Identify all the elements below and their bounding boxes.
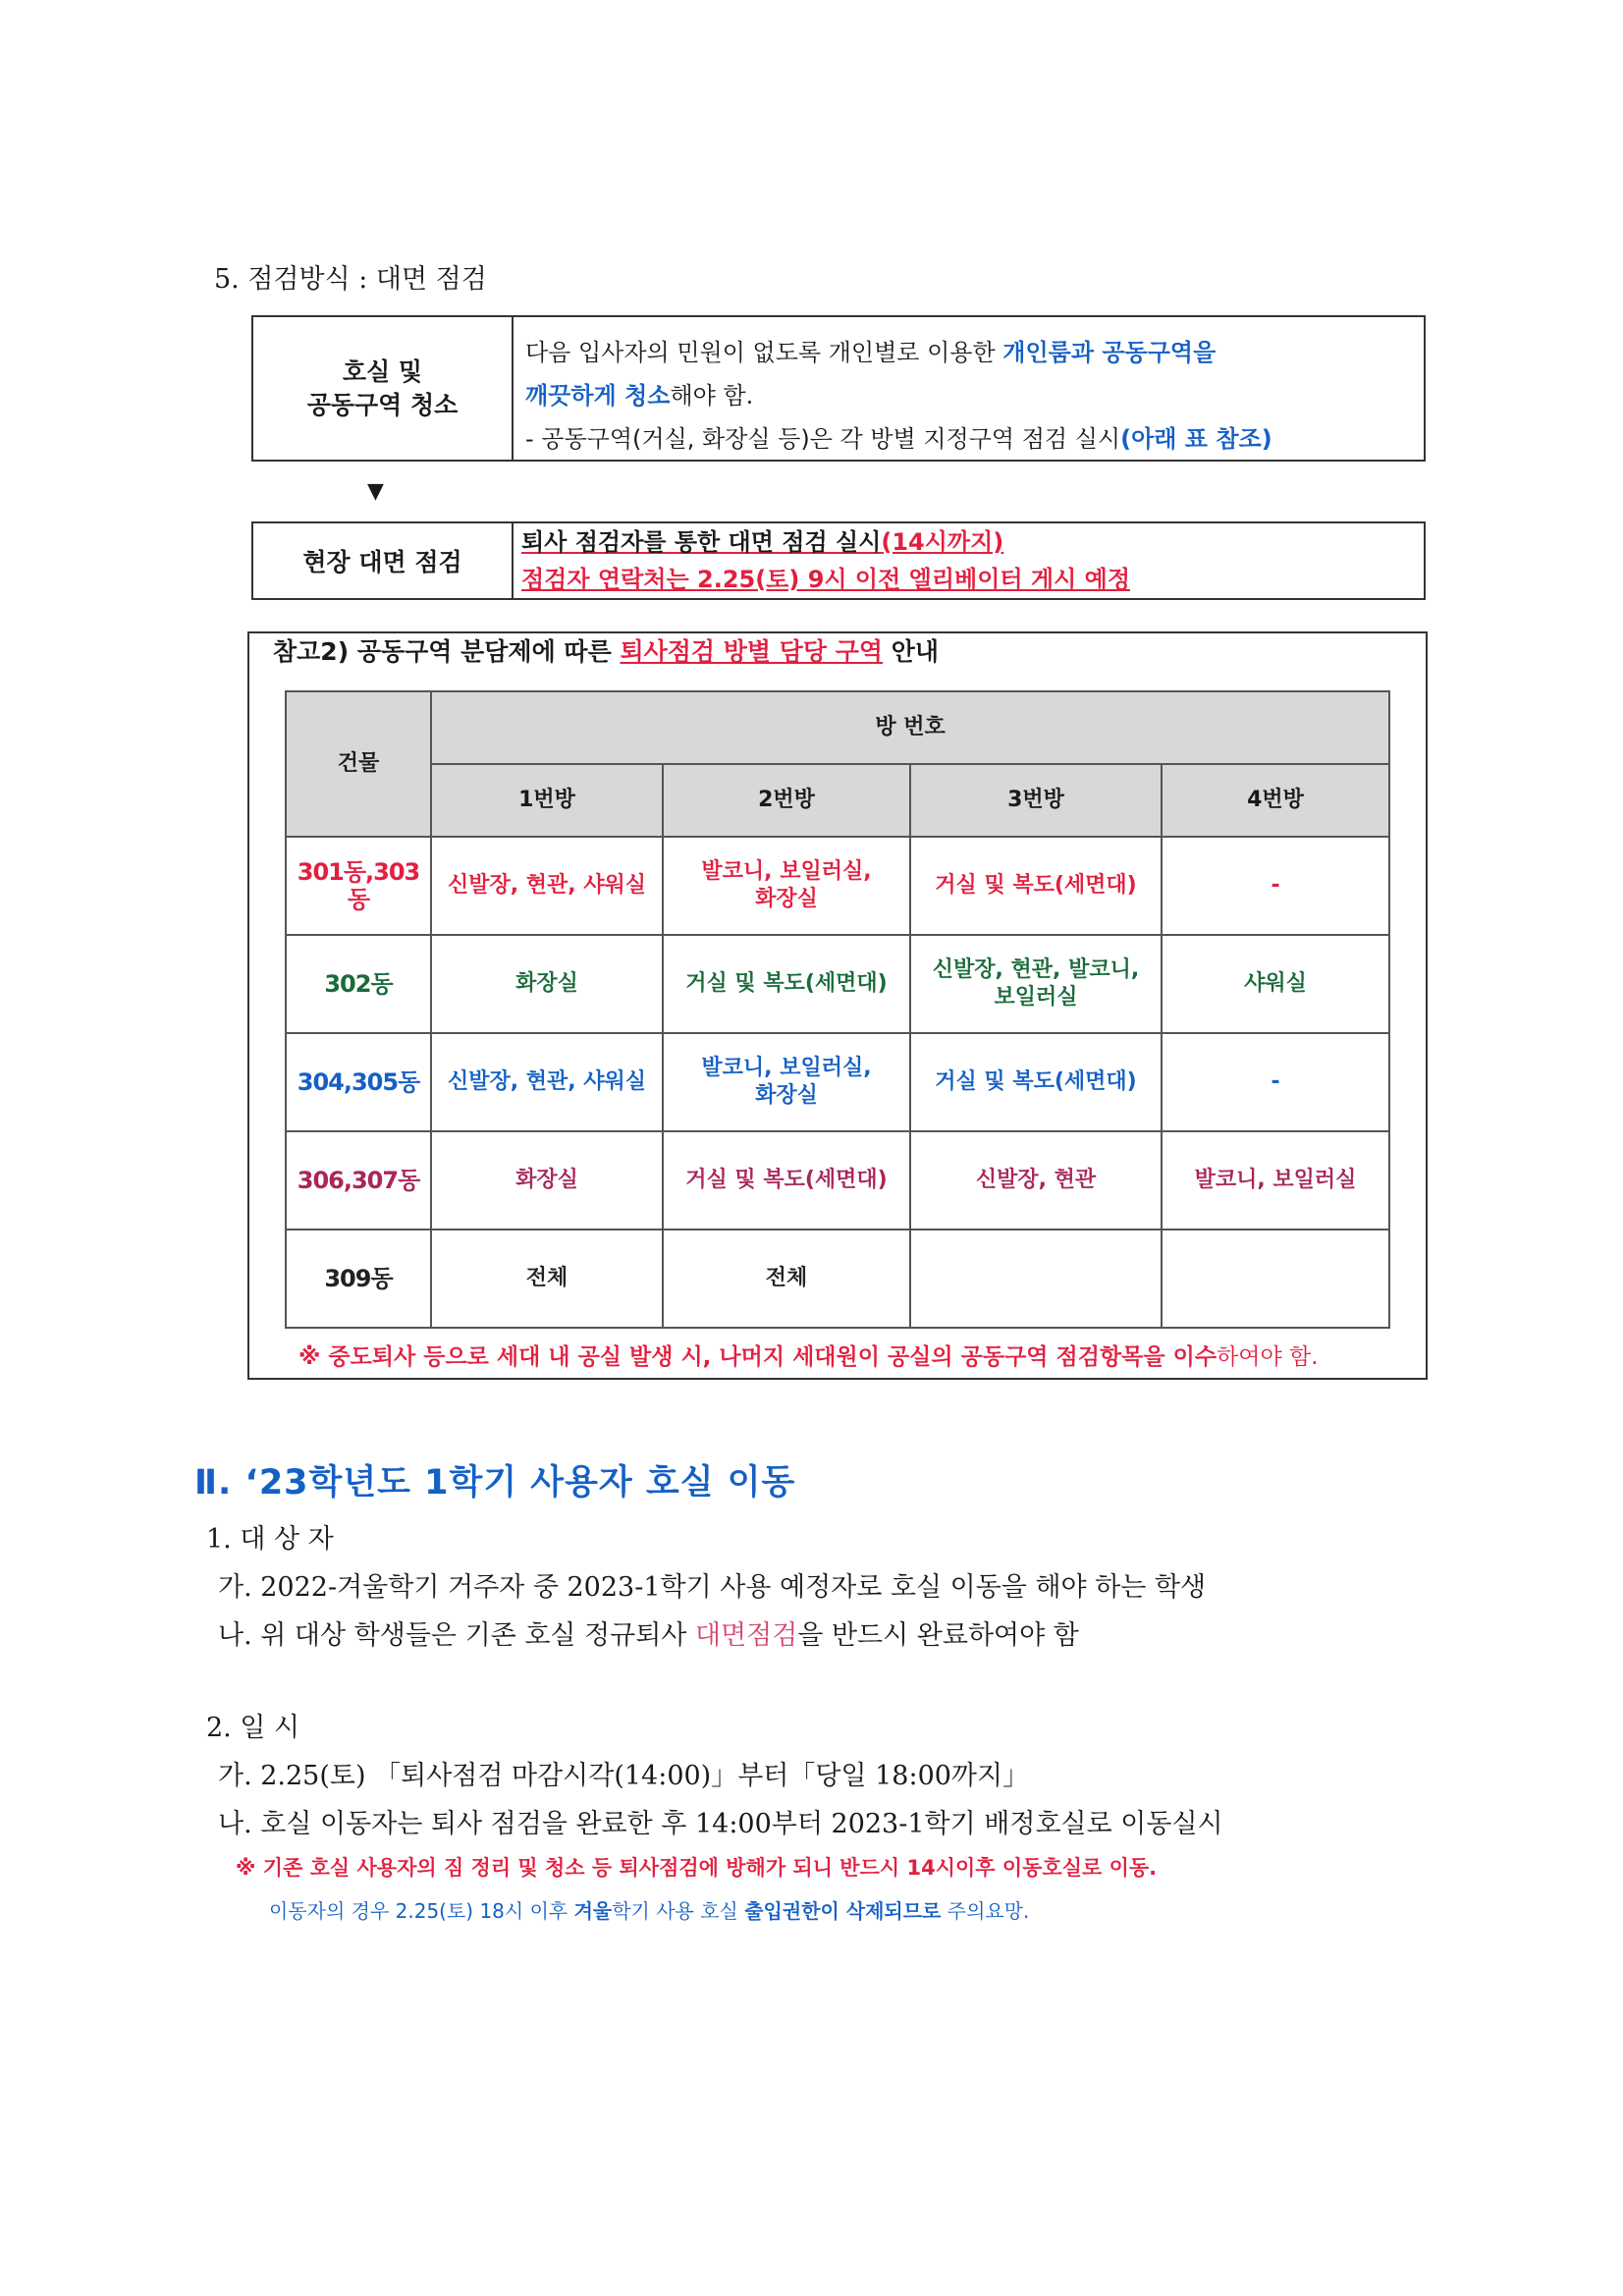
text-c: 깨끗하게 청소: [525, 382, 671, 410]
room-cell: 거실 및 복도(세면대): [910, 837, 1162, 935]
room-cell: 거실 및 복도(세면대): [910, 1033, 1162, 1131]
room-cell: 신발장, 현관, 샤워실: [431, 837, 663, 935]
head-room-2: 2번방: [663, 764, 910, 837]
onsite-check-box: [251, 521, 1426, 600]
table-row: [286, 837, 1389, 935]
room-cell: 화장실: [431, 1131, 663, 1230]
building-cell: 302동: [286, 935, 431, 1033]
room-cell: 거실 및 복도(세면대): [663, 935, 910, 1033]
head-room-1: 1번방: [431, 764, 663, 837]
table-row: [286, 1131, 1389, 1230]
text-b: 개인룸과 공동구역을: [1002, 339, 1217, 366]
room-cell: 발코니, 보일러실: [1162, 1131, 1389, 1230]
room-cell: 거실 및 복도(세면대): [663, 1131, 910, 1230]
onsite-check-text: [514, 523, 1424, 598]
head-room-4: 4번방: [1162, 764, 1389, 837]
table-row: [286, 1230, 1389, 1328]
room-cell: 화장실: [431, 935, 663, 1033]
room-cleaning-box: [251, 315, 1426, 462]
schedule-item-na: 나. 호실 이동자는 퇴사 점검을 완료한 후 14:00부터 2023-1학기 배정호실로 이동실시: [218, 1809, 1223, 1839]
schedule-title: 2. 일 시: [206, 1713, 300, 1743]
room-cell: 신발장, 현관, 샤워실: [431, 1033, 663, 1131]
label-line-1: 호실 및: [342, 356, 423, 386]
room-cell: 전체: [431, 1230, 663, 1328]
room-cell: [910, 1230, 1162, 1328]
schedule-note-1: ※ 기존 호실 사용자의 짐 정리 및 청소 등 퇴사점검에 방해가 되니 반드시 14시이후 이동호실로 이동.: [236, 1856, 1158, 1880]
target-item-na: 나. 위 대상 학생들은 기존 호실 정규퇴사 대면점검을 반드시 완료하여야 함: [218, 1620, 1079, 1651]
line-1b: (14시까지): [881, 528, 1004, 556]
schedule-item-ga: 가. 2.25(토) 「퇴사점검 마감시각(14:00)」부터「당일 18:00까지」: [218, 1761, 1030, 1791]
room-cell: 발코니, 보일러실, 화장실: [663, 837, 910, 935]
text-f: (아래 표 참조): [1120, 425, 1272, 453]
target-item-ga: 가. 2022-겨울학기 거주자 중 2023-1학기 사용 예정자로 호실 이동을 해야 하는 학생: [218, 1572, 1207, 1603]
room-cell: 발코니, 보일러실, 화장실: [663, 1033, 910, 1131]
text-a: 다음 입사자의 민원이 없도록 개인별로 이용한: [525, 339, 1003, 366]
room-cell: 신발장, 현관: [910, 1131, 1162, 1230]
room-cell: [1162, 1230, 1389, 1328]
table-row: [286, 1033, 1389, 1131]
building-cell: 301동,303동: [286, 837, 431, 935]
head-building: 건물: [286, 691, 431, 837]
building-cell: 306,307동: [286, 1131, 431, 1230]
section-2-heading: Ⅱ. ‘23학년도 1학기 사용자 호실 이동: [194, 1463, 796, 1503]
line-2: 점검자 연락처는 2.25(토) 9시 이전 엘리베이터 게시 예정: [521, 566, 1131, 593]
head-room-3: 3번방: [910, 764, 1162, 837]
head-room-number: 방 번호: [431, 691, 1389, 764]
label-line-2: 공동구역 청소: [306, 390, 459, 419]
onsite-check-label: 현장 대면 점검: [253, 523, 514, 598]
reference-title: 참고2) 공동구역 분담제에 따른 퇴사점검 방별 담당 구역 안내: [273, 637, 940, 666]
room-cell: -: [1162, 837, 1389, 935]
building-cell: 309동: [286, 1230, 431, 1328]
schedule-note-2: 이동자의 경우 2.25(토) 18시 이후 겨울학기 사용 호실 출입권한이 삭제되므로 주의요망.: [269, 1899, 1030, 1923]
room-cell: 전체: [663, 1230, 910, 1328]
section-5-title: 5. 점검방식 : 대면 점검: [214, 264, 487, 295]
down-arrow-icon: ▼: [367, 479, 384, 504]
building-cell: 304,305동: [286, 1033, 431, 1131]
room-cleaning-label: [253, 317, 514, 460]
room-cell: 신발장, 현관, 발코니, 보일러실: [910, 935, 1162, 1033]
text-d: 해야 함.: [670, 382, 754, 410]
room-cell: -: [1162, 1033, 1389, 1131]
reference-box: [247, 631, 1428, 1380]
room-cleaning-text: [514, 317, 1424, 460]
target-title: 1. 대 상 자: [206, 1524, 334, 1555]
table-row: [286, 935, 1389, 1033]
table-note: ※ 중도퇴사 등으로 세대 내 공실 발생 시, 나머지 세대원이 공실의 공동구역 점검항목을 이수하여야 함.: [298, 1344, 1319, 1370]
text-e: - 공동구역(거실, 화장실 등)은 각 방별 지정구역 점검 실시: [525, 425, 1121, 453]
line-1a: 퇴사 점검자를 통한 대면 점검 실시: [521, 528, 882, 556]
room-cell: 샤워실: [1162, 935, 1389, 1033]
room-assignment-table: [285, 690, 1390, 1329]
